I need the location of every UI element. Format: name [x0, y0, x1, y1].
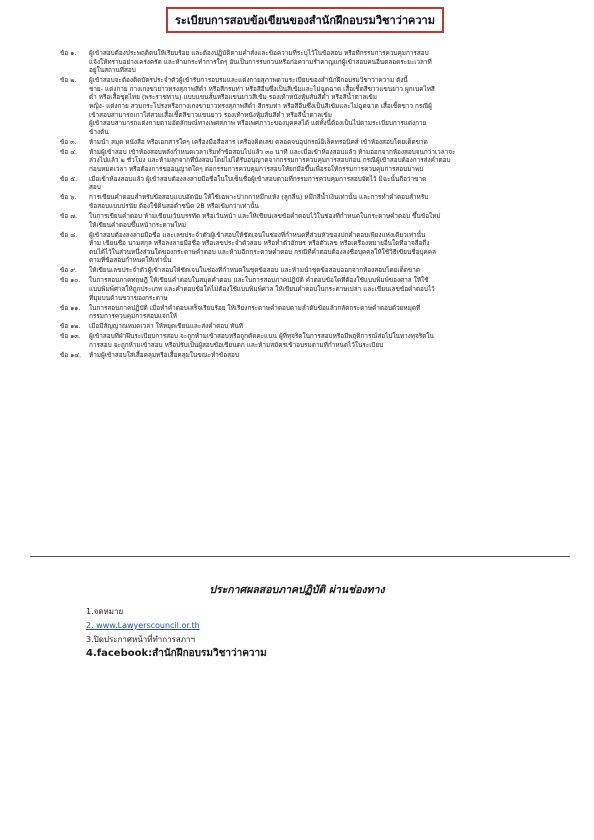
rule-item	[60, 266, 570, 275]
rule-item	[60, 212, 570, 229]
rule-text	[89, 138, 570, 147]
rule-line: ล่วงไปแล้ว ๒ ชั่วโมง และห้ามลุกจากที่นั่งสอบโดยไม่ได้รับอนุญาตจากกรรมการควบคุมการสอบก่อน กรณีผู้เข้าสอบต้องการส่งคำตอบ	[89, 156, 451, 165]
rule-item	[60, 175, 570, 192]
rule-line: ในการสอบภาคปฏิบัติ เมื่อทำคำตอบเสร็จเรียบร้อย ให้เรียงกระดาษคำตอบตามลำดับข้อแล้วกลัดกระดาษคำตอบด้วยหมุดที่	[89, 303, 421, 312]
rule-number: ข้อ ๘.	[60, 230, 78, 239]
rule-line: เข้าสอบสามารถเกาใส่สวมเสื้อเชิ้ตสีขาวแขนยาว รองเท้าหนังหุ้มส้นสีดำ หรือสีน้ำตาลเข้ม	[89, 110, 332, 119]
rule-line: ผู้เข้าสอบต้องประพฤติตนให้เรียบร้อย และต้องปฏิบัติตามคำสั่งและข้อความที่ระบุไว้ในข้อสอบ หรือที่กรรมการควบคุมการสอบ	[89, 49, 429, 57]
rule-line: ในการสอบภาคทฤษฎี ให้เขียนคำตอบในสมุดคำตอบ และในการสอบภาคปฏิบัติ คำตอบข้อใดที่ต้องใช้แบบพิมพ์ของศาล ให้ใช้	[89, 276, 429, 285]
rule-line: ชาย- แต่งกาย กางเกงขายาวทรงสุภาพสีดำ หรือสีกรมท่า หรือสีอื่นซึ่งเป็นสีเข้มและไม่ฉูดฉาด เสื้อเชิ้ตสีขาวแขนยาว ผูกเนคไทสี	[89, 84, 435, 93]
page-title: ระเบียบการสอบข้อเขียนของสำนักฝึกอบรมวิชาว่าความ	[166, 7, 444, 33]
rule-number: ข้อ ๔.	[60, 147, 78, 156]
result-channels	[86, 606, 267, 662]
rule-item	[60, 138, 570, 147]
rule-item	[60, 193, 570, 210]
rule-line: การสอบ จะถูกห้ามเข้าสอบ หรือปรับเป็นผู้สอบข้อเขียนตก และห้ามสมัครเข้าอบรมตามที่กำหนดไว้ในระเบียบ	[89, 340, 384, 349]
rule-line: ตามที่ข้อสอบกำหนดให้เท่านั้น	[89, 256, 172, 265]
rule-text	[89, 193, 570, 210]
channel-facebook: 4.facebook:สำนักฝึกอบรมวิชาว่าความ	[86, 648, 267, 659]
rule-item	[60, 276, 570, 302]
rule-line: แจ้งให้ทราบอย่างเคร่งครัด และห้ามกระทำการใดๆ อันเป็นการรบกวนหรือก่อความรำคาญแก่ผู้เข้าสอบคนอื่นตลอดระยะเวลาที่	[89, 57, 432, 66]
rule-item	[60, 304, 570, 321]
results-title: ประกาศผลสอบภาคปฏิบัติ ผ่านช่องทาง	[209, 584, 385, 596]
rule-line: ผู้เข้าสอบจะต้องติดบัตรประจำตัวผู้เข้ารับการอบรมและแต่งกายสุภาพตามระเบียบของสำนักฝึกอบรมวิชาว่าความ ดังนี้	[89, 76, 408, 85]
rule-number: ข้อ ๑๔.	[60, 350, 82, 359]
rule-text	[89, 212, 570, 229]
rule-line: ห้ามนำ สมุด หนังสือ หรือเอกสารใดๆ เครื่องมือสื่อสาร เครื่องคิดเลข ตลอดจนอุปกรณ์อิเล็คทรอนิคส์ เข้าห้องสอบโดยเด็ดขาด	[89, 137, 428, 146]
rule-line: ห้ามผู้เข้าสอบใส่เสื้อคลุมหรือเสื้อคลุมในขณะทำข้อสอบ	[89, 350, 239, 359]
rule-line: เมื่อเข้าห้องสอบแล้ว ผู้เข้าสอบต้องลงลายมือชื่อในใบเซ็นชื่อผู้เข้าสอบตามที่กรรมการควบคุมการสอบจัดไว้ มิฉะนั้นถือว่าขาด	[89, 174, 427, 183]
rule-line: ผู้เข้าสอบที่ฝ่าฝืนระเบียบการสอบ จะถูกห้ามเข้าสอบหรือถูกตัดคะแนน ผู้ที่ทุจริตในการสอบหรือมีพฤติการณ์ส่อไปในทางทุจริตใน	[89, 332, 434, 341]
rule-line: ดำ หรือเสื้อชุดไทย (พระราชทาน) แบบแขนสั้นหรือแขนยาวสีเข้ม รองเท้าหนังหุ้มส้นสีดำ หรือสีน้ำตาลเข้ม	[89, 93, 378, 102]
rule-line: หญิง- แต่งกาย สวมกระโปรงหรือกางเกงขายาวทรงสุภาพสีดำ สีกรมท่า หรือสีอื่นซึ่งเป็นสีเข้มและไม่ฉูดฉาด เสื้อเชิ้ตขาว กรณีผู้	[89, 101, 432, 110]
rule-line: ตนได้ไว้ในส่วนหนึ่งส่วนใดของกระดาษคำตอบ และห้ามฉีกกระดาษคำตอบ กรณีที่คำตอบต้องลงชื่อบุคคลให้ใช้วิธีเขียนชื่อบุคคล	[89, 247, 436, 256]
rule-number: ข้อ ๑.	[60, 49, 77, 57]
rule-line: ให้เขียนคำตอบขึ้นหน้ากระดาษใหม่	[89, 220, 187, 229]
rule-line: ห้ามผู้เข้าสอบ เข้าห้องสอบหลังกำหนดเวลาเริ่มทำข้อสอบไปแล้ว ๓๐ นาที และเมื่อเข้าห้องสอบแล้ว ห้ามออกจากห้องสอบจนกว่าเวลาจะ	[89, 147, 456, 156]
rule-line: กรรมการควบคุมการสอบแจกให้	[89, 312, 177, 321]
rule-item	[60, 231, 570, 265]
rule-line: ในการเขียนคำตอบ ห้ามเขียนเว้นบรรทัด หรือเว้นหน้า และให้เขียนเลขข้อคำตอบไว้ในช่องที่กำหนดในกระดาษคำตอบ ขึ้นข้อใหม่	[89, 212, 441, 221]
rule-text	[89, 304, 570, 321]
rule-text	[89, 322, 570, 331]
rule-text	[89, 148, 570, 174]
rule-line: แบบพิมพ์ศาลให้ถูกประเภท และคำตอบข้อใดไม่ต้องใช้แบบพิมพ์ศาล ให้เขียนคำตอบในกระดาษเปล่า และเขียนเลขข้อคำตอบไว้	[89, 284, 435, 293]
rule-line: การเขียนคำตอบสำหรับข้อสอบแบบอัตนัย ให้ใช้เฉพาะปากกาหมึกแห้ง (ลูกลื่น) หมึกสีน้ำเงินเท่านั้น และการทำคำตอบสำหรับ	[89, 193, 429, 202]
rule-number: ข้อ ๙.	[60, 266, 77, 275]
section-divider	[30, 556, 570, 557]
channel-website-link[interactable]: 2. www.Lawyerscouncil.or.th	[86, 621, 200, 630]
rule-text	[89, 231, 570, 265]
rule-number: ข้อ ๑๒.	[60, 322, 81, 331]
rule-item	[60, 332, 570, 349]
rule-line: ก่อนหมดเวลา หรือต้องการขออนุญาตใดๆ ต่อกรรมการควบคุมการสอบให้ยกมือขึ้นเพื่อรอให้กรรมการควบคุมการสอบมาพบ	[89, 164, 424, 173]
rule-text	[89, 276, 570, 302]
rule-number: ข้อ ๕.	[60, 174, 78, 183]
rule-line: ข้อสอบแบบปรนัย ต้องใช้ดินสอดำชนิด 2B หรือเข้มกว่าเท่านั้น	[89, 202, 259, 211]
rule-line: ที่มุมบนด้านขวาของกระดาษ	[89, 293, 168, 302]
rule-item	[60, 49, 570, 75]
rule-line: อยู่ในสถานที่สอบ	[89, 66, 136, 75]
rule-text	[89, 351, 570, 360]
rule-number: ข้อ ๖.	[60, 193, 77, 202]
rule-number: ข้อ ๒.	[60, 76, 77, 85]
rule-line: สอบ	[89, 183, 101, 192]
rule-line: ผู้เข้าสอบต้องลงลายมือชื่อ และเลขประจำตัวผู้เข้าสอบให้ชัดเจนในช่องที่กำหนดที่ส่วนหัวของปกคำตอบเพียงแห่งเดียวเท่านั้น	[89, 230, 426, 239]
rule-line: ข้างต้น	[89, 127, 109, 136]
rule-item	[60, 76, 570, 136]
rule-line: ให้เขียนเลขประจำตัวผู้เข้าสอบให้ชัดเจนในช่องที่กำหนดในชุดข้อสอบ และห้ามนำชุดข้อสอบออกจากห้องสอบโดยเด็ดขาด	[89, 266, 421, 275]
rule-text	[89, 332, 570, 349]
rule-line: ห้าม เขียนชื่อ นามสกุล หรือลงลายมือชื่อ หรือเลขประจำตัวสอบ หรือทำตัวอักษร หรือตัวเลข หรือเครื่องหมายอื่นใดที่อาจสื่อถึง	[89, 239, 430, 248]
rule-line: เมื่อมีสัญญาณหมดเวลา ให้หยุดเขียนและส่งคำตอบ ทันที	[89, 322, 243, 331]
rule-item	[60, 351, 570, 360]
rule-item	[60, 148, 570, 174]
channel-mail: 1.จดหมาย	[86, 607, 124, 616]
rule-item	[60, 322, 570, 331]
rule-line: ผู้เข้าสอบสามารถแต่งกายตามอัตลักษณ์ทางเพศสภาพ หรือเพศภาวะของบุคคลได้ แต่ทั้งนี้ต้องเป็นไปตามระเบียบการแต่งกาย	[89, 119, 427, 128]
rule-number: ข้อ ๑๓.	[60, 332, 81, 341]
rule-text	[89, 175, 570, 192]
rule-text	[89, 266, 570, 275]
rule-text	[89, 49, 570, 75]
rule-text	[89, 76, 570, 136]
rule-number: ข้อ ๓.	[60, 137, 77, 146]
rule-number: ข้อ ๑๑.	[60, 303, 81, 312]
rule-number: ข้อ ๗.	[60, 212, 78, 221]
rule-number: ข้อ ๑๐.	[60, 276, 81, 285]
channel-notice-board: 3.ปิดประกาศหน้าที่ทำการสภาฯ	[86, 635, 196, 644]
rules-list	[60, 49, 570, 361]
